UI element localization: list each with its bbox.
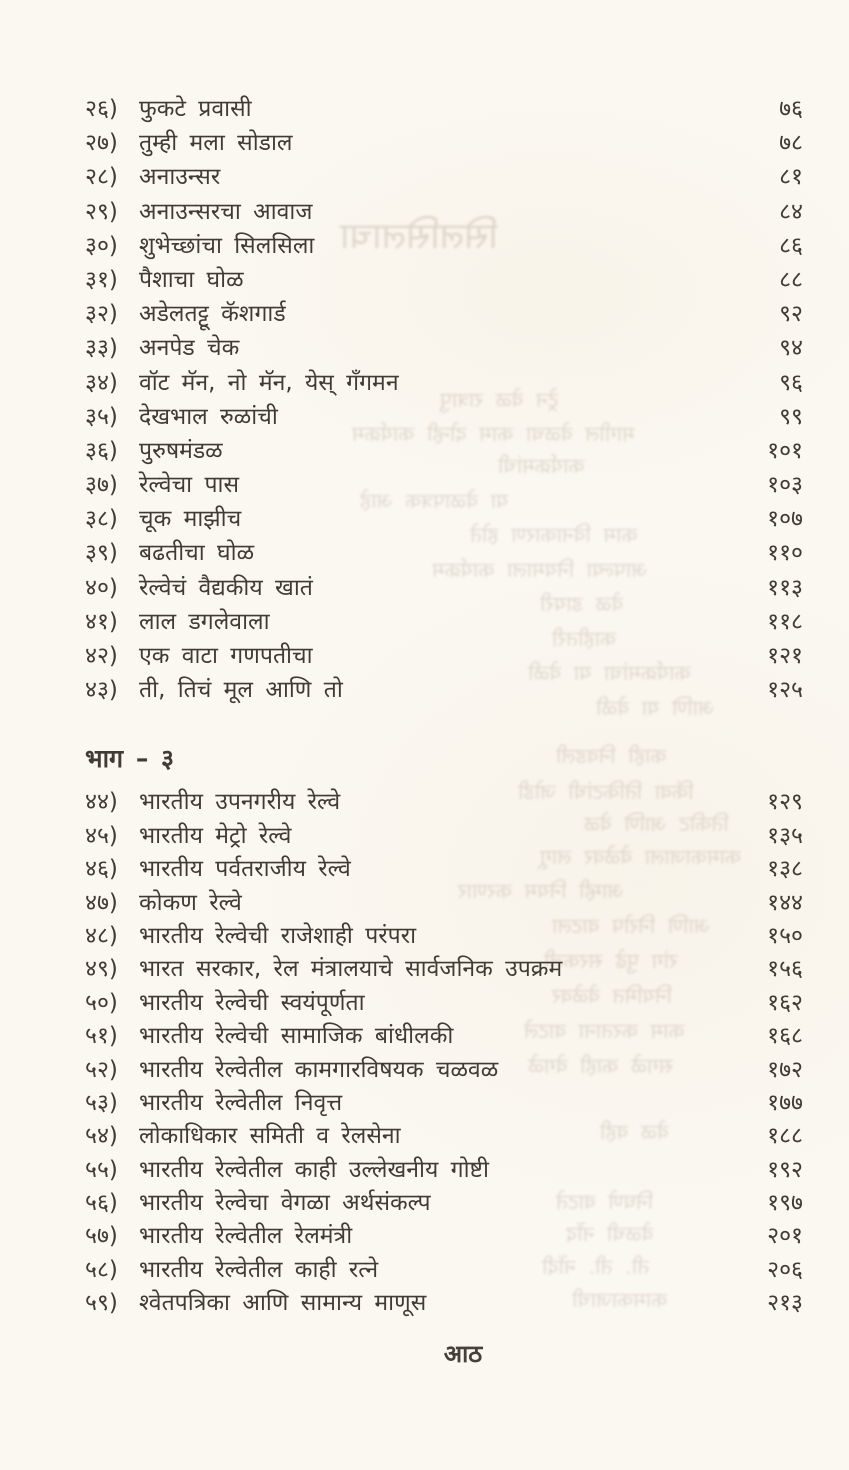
toc-entry xyxy=(85,851,803,884)
entry-title: अनाउन्सरचा आवाज xyxy=(139,198,313,225)
entry-title: कोकण रेल्वे xyxy=(139,889,242,916)
entry-title: रेल्वेचा पास xyxy=(139,472,240,499)
entry-number: ४८) xyxy=(85,922,118,949)
entry-number: ४०) xyxy=(85,574,118,601)
entry-page-number: १६२ xyxy=(767,989,803,1016)
entry-number: ५७) xyxy=(85,1223,118,1250)
bleed-through-line: ती. ती. नोंदी xyxy=(542,1255,650,1279)
entry-page-number: ८४ xyxy=(779,198,803,225)
bleed-through-line: निघणे वाटते xyxy=(556,1190,654,1214)
toc-entry xyxy=(85,1185,803,1218)
toc-entry xyxy=(85,784,803,817)
entry-page-number: १५० xyxy=(767,922,803,949)
toc-entry xyxy=(85,365,803,399)
entry-title: भारतीय रेल्वेतील काही रत्ने xyxy=(139,1256,379,1283)
toc-entry xyxy=(85,330,803,364)
entry-number: ३४) xyxy=(85,369,118,396)
bleed-through-line: कार्यक्रमांची xyxy=(498,454,585,478)
bleed-through-line: ट्रेन वेळ रात्रापु xyxy=(440,388,559,412)
bleed-through-line: सिलसिलाचा xyxy=(340,216,498,257)
toc-entry xyxy=(85,433,803,467)
entry-number: ५०) xyxy=(85,989,118,1016)
toc-section-part2 xyxy=(85,91,803,706)
entry-number: ३२) xyxy=(85,301,118,328)
bleed-through-line: किंवा तिकिटांची जोडी xyxy=(518,780,694,804)
entry-number: ४३) xyxy=(85,677,118,704)
entry-page-number: ९९ xyxy=(779,403,803,430)
entry-title: तुम्ही मला सोडाल xyxy=(139,130,293,157)
entry-title: ती, तिचं मूल आणि तो xyxy=(139,677,343,704)
entry-title: लोकाधिकार समिती व रेलसेना xyxy=(139,1123,401,1150)
entry-number: ३७) xyxy=(85,472,118,499)
table-of-contents xyxy=(85,91,803,1319)
entry-page-number: १०३ xyxy=(767,472,803,499)
entry-number: ३८) xyxy=(85,506,118,533)
entry-title: अडेलतट्टू कॅशगार्ड xyxy=(139,301,286,328)
toc-entry xyxy=(85,885,803,918)
entry-page-number: २०१ xyxy=(767,1223,803,1250)
entry-number: ३६) xyxy=(85,437,118,464)
toc-entry xyxy=(85,672,803,706)
toc-entry xyxy=(85,399,803,433)
entry-page-number: १२५ xyxy=(767,677,803,704)
toc-entry xyxy=(85,1285,803,1318)
entry-page-number: ११३ xyxy=(767,574,803,601)
bleed-through-line: सगळे काही वेगळे xyxy=(528,1054,673,1078)
entry-number: ५२) xyxy=(85,1056,118,1083)
entry-number: ४९) xyxy=(85,956,118,983)
entry-title: भारतीय रेल्वेची स्वयंपूर्णता xyxy=(139,989,365,1016)
entry-title: एक वाटा गणपतीचा xyxy=(139,643,313,669)
entry-page-number: ९४ xyxy=(779,335,803,362)
toc-section-part3 xyxy=(85,784,803,1318)
toc-entry xyxy=(85,951,803,984)
bleed-through-line: नियमित वेळेवर xyxy=(552,984,672,1008)
entry-number: ५८) xyxy=(85,1256,118,1283)
toc-entry xyxy=(85,194,803,228)
entry-page-number: २१३ xyxy=(767,1290,803,1317)
toc-entry xyxy=(85,1218,803,1251)
entry-page-number: २०६ xyxy=(767,1256,803,1283)
entry-page-number: १३८ xyxy=(767,856,803,883)
toc-entry xyxy=(85,535,803,569)
entry-title: भारतीय रेल्वेतील काही उल्लेखनीय गोष्टी xyxy=(139,1156,489,1183)
entry-title: शुभेच्छांचा सिलसिला xyxy=(139,232,315,259)
toc-entry xyxy=(85,1118,803,1151)
toc-entry xyxy=(85,604,803,638)
entry-page-number: १०१ xyxy=(767,437,803,464)
entry-number: २७) xyxy=(85,130,118,157)
entry-title: भारतीय रेल्वेतील रेलमंत्री xyxy=(139,1223,353,1250)
toc-entry xyxy=(85,1152,803,1185)
entry-page-number: १५६ xyxy=(767,956,803,983)
entry-title: वॉट मॅन, नो मॅन, येस् गँगमन xyxy=(139,369,399,396)
entry-number: ३३) xyxy=(85,335,118,362)
entry-number: २९) xyxy=(85,198,118,225)
entry-title: भारतीय मेट्रो रेल्वे xyxy=(139,822,292,849)
toc-entry xyxy=(85,501,803,535)
entry-title: बढतीचा घोळ xyxy=(139,540,255,567)
entry-number: ५६) xyxy=(85,1190,118,1217)
entry-number: ३०) xyxy=(85,232,118,259)
entry-number: ४६) xyxy=(85,856,118,883)
entry-page-number: ७८ xyxy=(779,130,803,157)
entry-title: रेल्वेचं वैद्यकीय खातं xyxy=(139,574,313,601)
entry-number: ५१) xyxy=(85,1023,118,1050)
entry-page-number: १०७ xyxy=(767,506,803,533)
bleed-through-line: कामकाजाला वेळेवर लागू xyxy=(540,845,742,869)
entry-page-number: ८१ xyxy=(779,164,803,191)
entry-title: भारतीय पर्वतराजीय रेल्वे xyxy=(139,856,351,883)
entry-page-number: १९७ xyxy=(767,1190,803,1217)
bleed-through-line: काहीतरी xyxy=(552,627,617,651)
entry-page-number: १८८ xyxy=(767,1123,803,1150)
entry-number: ५९) xyxy=(85,1290,118,1317)
bleed-through-line: काही निवडली xyxy=(556,744,667,768)
bleed-through-line: वेळची नोंद xyxy=(566,1222,654,1246)
toc-entry xyxy=(85,1085,803,1118)
bleed-through-line: कार्यक्रमांचा या वेळी xyxy=(528,661,691,685)
bleed-through-line: आणि निरोप वाटला xyxy=(552,914,710,938)
toc-entry xyxy=(85,125,803,159)
bleed-through-line: तिकीट आणि वेळ xyxy=(584,812,729,836)
footer-page-word: आठ xyxy=(443,1340,483,1368)
entry-number: ४७) xyxy=(85,889,118,916)
entry-page-number: ९२ xyxy=(779,301,803,328)
entry-number: ३५) xyxy=(85,403,118,430)
entry-page-number: १३५ xyxy=(767,822,803,849)
bleed-through-line: आणि या वेळी xyxy=(596,696,715,720)
bleed-through-line: आम्ही नियम करणार xyxy=(458,879,624,903)
section-heading-part3: भाग – ३ xyxy=(85,744,175,774)
entry-page-number: ८६ xyxy=(779,232,803,259)
toc-entry xyxy=(85,1018,803,1051)
toc-entry xyxy=(85,1052,803,1085)
entry-page-number: ८८ xyxy=(779,266,803,293)
entry-number: ३१) xyxy=(85,266,118,293)
entry-page-number: १७२ xyxy=(767,1056,803,1083)
toc-entry xyxy=(85,467,803,501)
bleed-through-line: काम विनाकारण होते xyxy=(470,523,638,547)
entry-title: पुरुषमंडळ xyxy=(139,437,223,464)
toc-entry xyxy=(85,570,803,604)
entry-number: ४५) xyxy=(85,822,118,849)
toc-entry xyxy=(85,91,803,125)
entry-title: भारतीय रेल्वेतील कामगारविषयक चळवळ xyxy=(139,1056,499,1083)
bleed-through-line: या वेळापत्रक आहे xyxy=(360,489,509,513)
entry-number: ४४) xyxy=(85,789,118,816)
entry-title: भारतीय रेल्वेची सामाजिक बांधीलकी xyxy=(139,1023,454,1050)
entry-title: भारतीय रेल्वेतील निवृत्त xyxy=(139,1089,343,1116)
toc-entry xyxy=(85,228,803,262)
entry-title: अनाउन्सर xyxy=(139,164,221,191)
entry-number: ४२) xyxy=(85,643,118,669)
bleed-through-line: काम करताना वाटले xyxy=(524,1019,685,1043)
entry-title: भारत सरकार, रेल मंत्रालयाचे सार्वजनिक उपक्रम xyxy=(139,956,563,983)
entry-title: लाल डगलेवाला xyxy=(139,608,270,635)
entry-page-number: १९२ xyxy=(767,1156,803,1183)
entry-title: पैशाचा घोळ xyxy=(139,266,244,293)
toc-entry xyxy=(85,296,803,330)
entry-number: ४१) xyxy=(85,608,118,635)
entry-page-number: ९६ xyxy=(779,369,803,396)
toc-entry xyxy=(85,818,803,851)
entry-page-number: ११८ xyxy=(767,608,803,635)
entry-number: ५४) xyxy=(85,1123,118,1150)
entry-page-number: ७६ xyxy=(779,96,803,122)
bleed-through-line: मागील वेळचा काम दोन्ही कार्यक्रम xyxy=(352,422,635,446)
toc-entry xyxy=(85,1252,803,1285)
bleed-through-line: आपल्या नियमाला कार्यक्रम xyxy=(432,558,648,582)
toc-entry xyxy=(85,638,803,672)
entry-page-number: १२१ xyxy=(767,643,803,669)
entry-page-number: ११० xyxy=(767,540,803,567)
entry-title: भारतीय रेल्वेचा वेगळा अर्थसंकल्प xyxy=(139,1190,431,1217)
bleed-through-line: रांग पुढे सरकली xyxy=(544,949,678,973)
entry-title: भारतीय रेल्वेची राजेशाही परंपरा xyxy=(139,922,417,949)
toc-entry xyxy=(85,262,803,296)
entry-title: फुकटे प्रवासी xyxy=(139,96,252,122)
entry-title: देखभाल रुळांची xyxy=(139,403,278,430)
entry-page-number: १६८ xyxy=(767,1023,803,1050)
entry-page-number: १७७ xyxy=(767,1089,803,1116)
entry-title: अनपेड चेक xyxy=(139,335,240,362)
toc-entry xyxy=(85,985,803,1018)
entry-page-number: १२९ xyxy=(767,789,803,816)
entry-number: ५३) xyxy=(85,1089,118,1116)
entry-title: श्वेतपत्रिका आणि सामान्य माणूस xyxy=(139,1290,427,1317)
toc-entry xyxy=(85,918,803,951)
bleed-through-line: कामकाजाची xyxy=(572,1288,668,1312)
entry-page-number: १४४ xyxy=(767,889,803,916)
bleed-through-line: वेळ वही xyxy=(600,1120,669,1144)
toc-entry xyxy=(85,159,803,193)
entry-number: ३९) xyxy=(85,540,118,567)
bleed-through-line: वेळ डायरी xyxy=(540,592,624,616)
entry-number: २८) xyxy=(85,164,118,191)
entry-title: भारतीय उपनगरीय रेल्वे xyxy=(139,789,341,816)
entry-number: ५५) xyxy=(85,1156,118,1183)
entry-title: चूक माझीच xyxy=(139,506,242,533)
entry-number: २६) xyxy=(85,96,118,122)
